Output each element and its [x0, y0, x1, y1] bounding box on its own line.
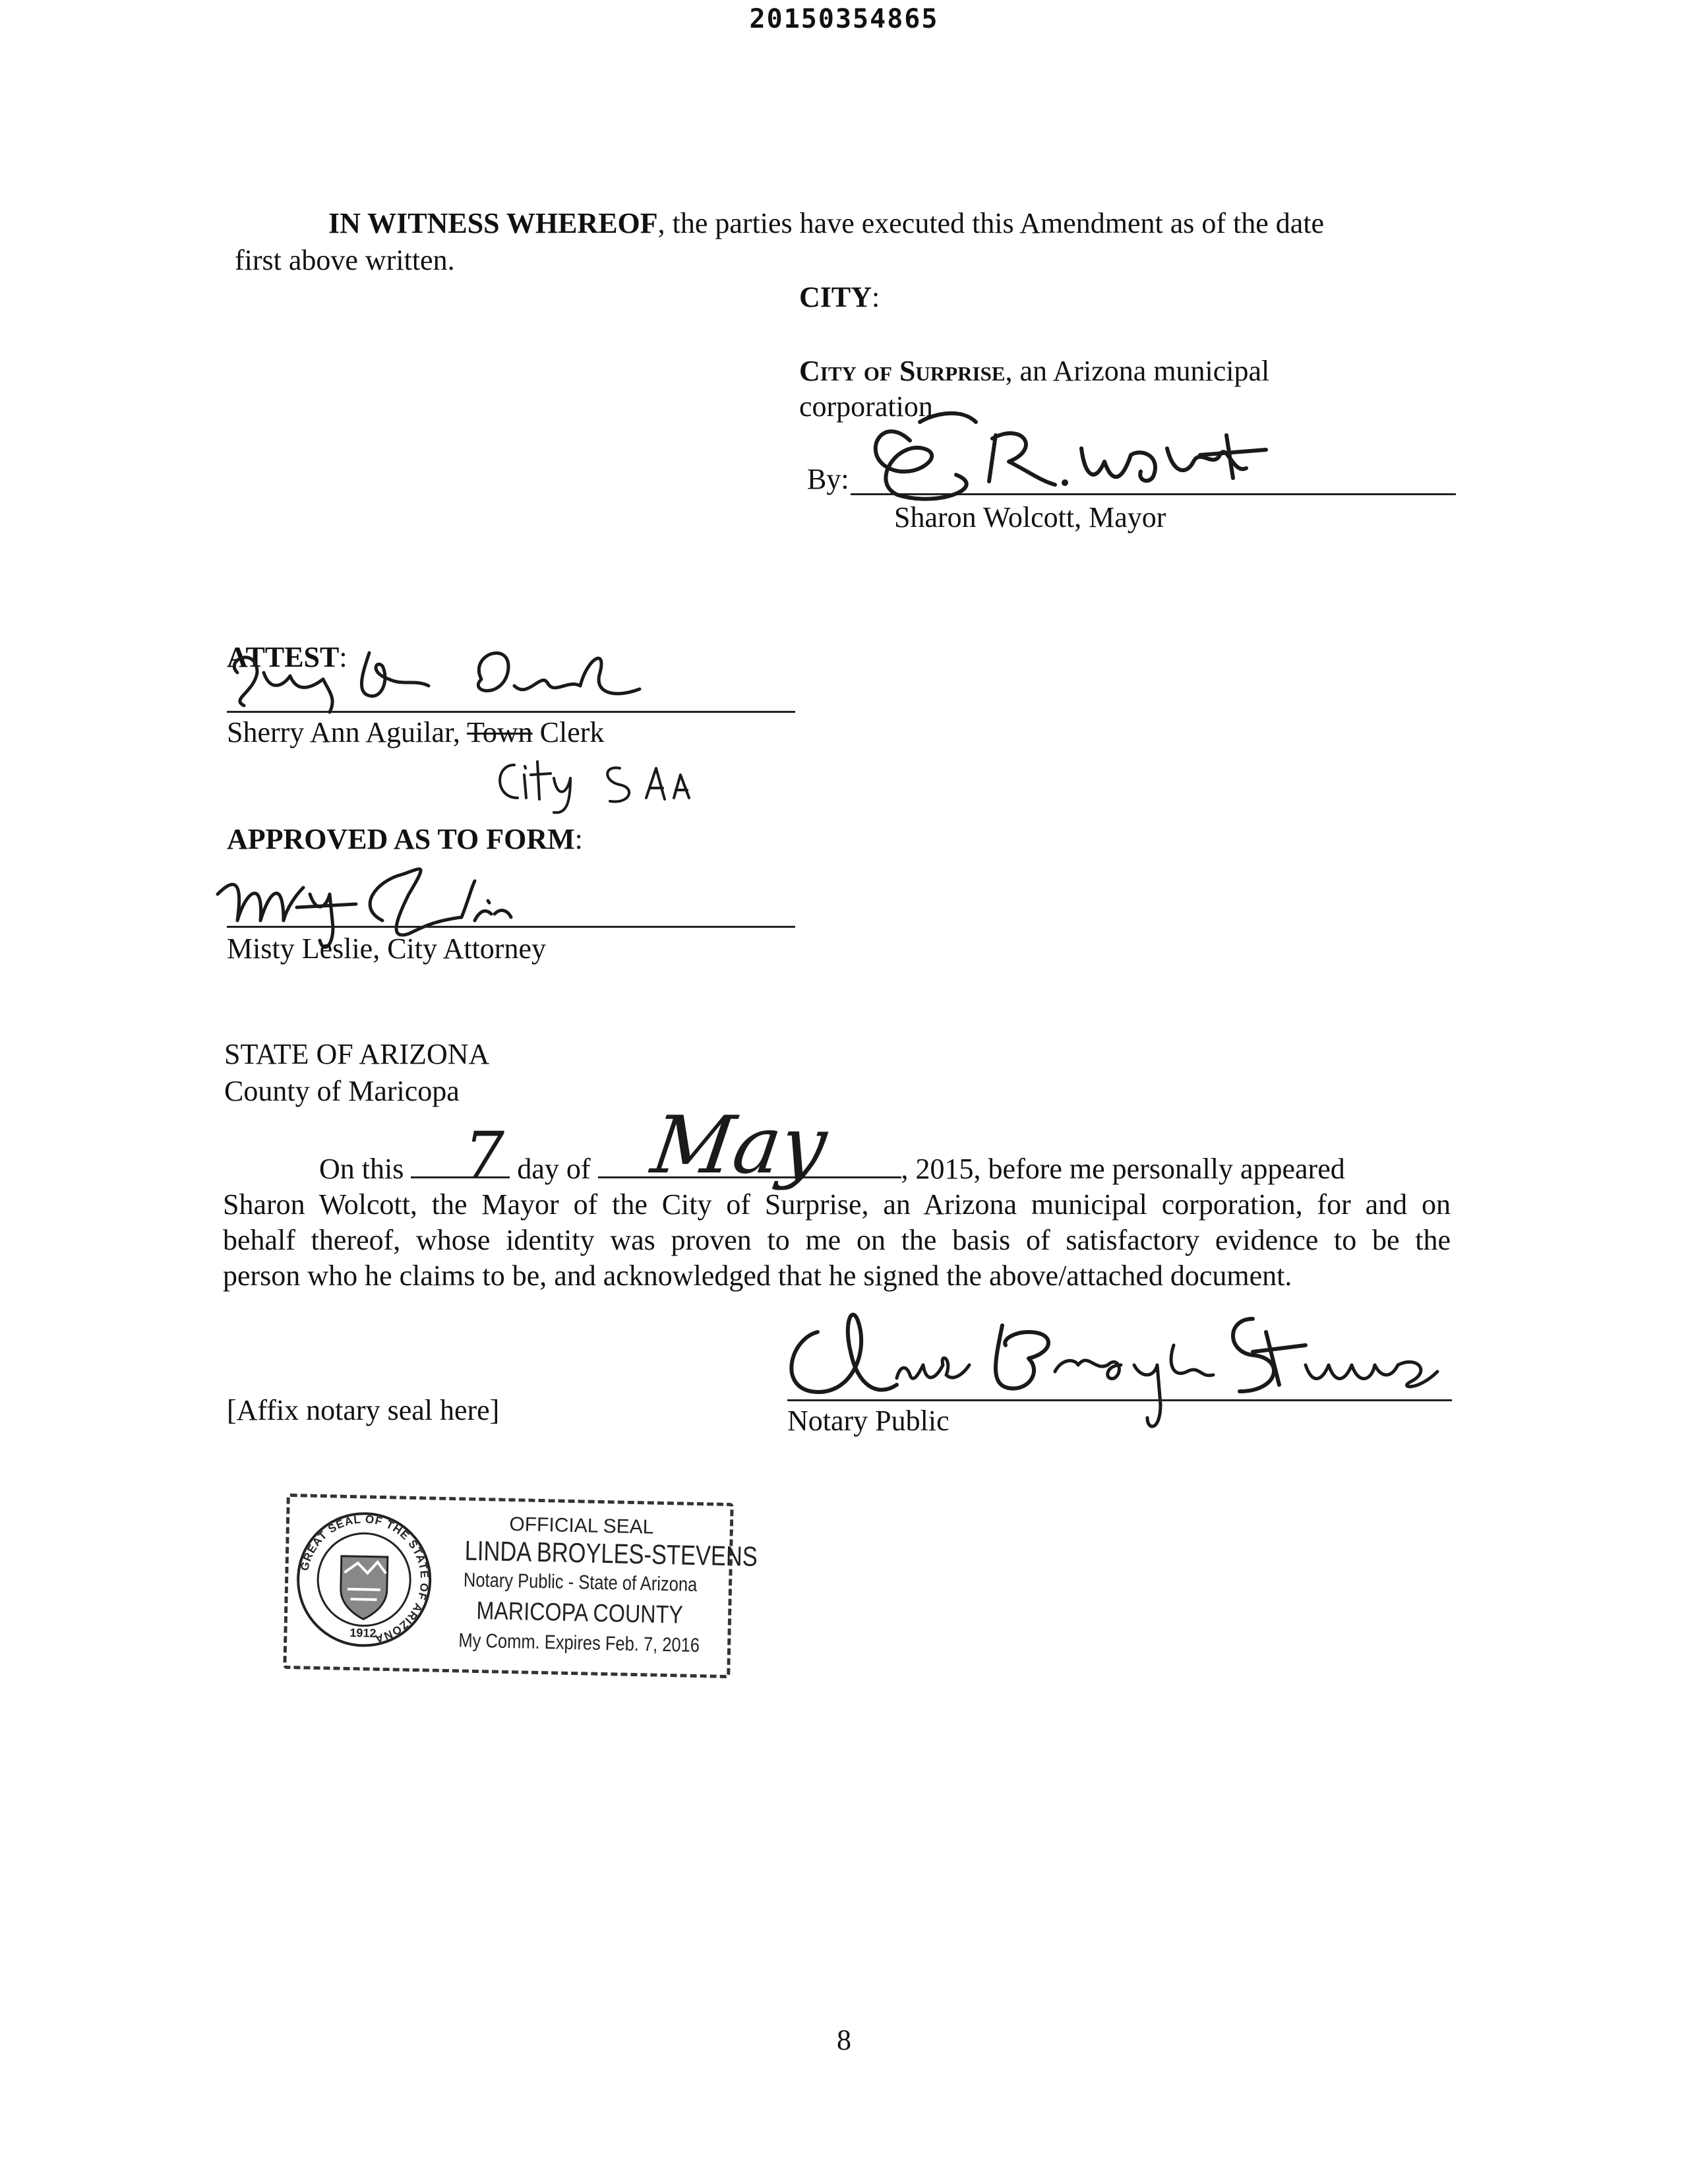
clerk-name-part2: Clerk — [532, 716, 605, 748]
mayor-signature — [857, 409, 1279, 514]
city-heading-text: CITY — [799, 281, 872, 313]
witness-lead: IN WITNESS WHEREOF — [328, 207, 658, 239]
by-label: By: — [807, 463, 849, 495]
witness-line-1 — [328, 206, 1324, 241]
clerk-name-part1: Sherry Ann Aguilar, — [227, 716, 467, 748]
handwritten-month: May — [646, 1100, 832, 1192]
seal-commission-expiry: My Comm. Expires Feb. 7, 2016 — [458, 1629, 700, 1657]
city-entity-desc: , an Arizona municipal — [1005, 355, 1270, 387]
city-entity-line-2: corporation — [799, 390, 933, 423]
para-day-of: day of — [517, 1153, 591, 1185]
attest-heading-colon: : — [339, 641, 347, 673]
city-entity-name: City of Surprise — [799, 355, 1006, 387]
city-heading — [799, 280, 880, 315]
notary-public-label: Notary Public — [787, 1405, 950, 1437]
witness-line-2: first above written. — [235, 244, 455, 276]
seal-county: MARICOPA COUNTY — [476, 1596, 684, 1629]
para-year-appeared: , 2015, before me personally appeared — [901, 1153, 1345, 1185]
para-on-this: On this — [319, 1153, 404, 1185]
clerk-struck-word: Town — [467, 716, 533, 748]
clerk-signature-line — [227, 711, 795, 713]
mayor-name: Sharon Wolcott, Mayor — [894, 501, 1166, 533]
seal-ring-text: GREAT SEAL OF THE STATE OF ARIZONA — [298, 1513, 431, 1645]
seal-year: 1912 — [349, 1625, 377, 1640]
seal-notary-name: LINDA BROYLES-STEVENS — [464, 1534, 758, 1572]
document-number: 20150354865 — [749, 4, 939, 34]
approved-heading-colon: : — [574, 823, 583, 855]
notary-para-line-2: Sharon Wolcott, the Mayor of the City of Surprise, an Arizona municipal corporation, for and on — [223, 1188, 1451, 1221]
city-entity-line — [799, 353, 1269, 389]
affix-seal-label: [Affix notary seal here] — [227, 1394, 500, 1426]
clerk-name — [227, 715, 604, 750]
state-label: STATE OF ARIZONA — [224, 1038, 490, 1070]
attorney-signature-line — [227, 926, 795, 928]
clerk-handwritten-note — [488, 752, 699, 818]
witness-rest: , the parties have executed this Amendment as of the date — [657, 207, 1325, 239]
approved-heading — [227, 822, 583, 857]
attorney-name: Misty Leslie, City Attorney — [227, 932, 546, 965]
seal-official-label: OFFICIAL SEAL — [509, 1513, 654, 1538]
city-heading-colon: : — [872, 281, 880, 313]
seal-notary-state: Notary Public - State of Arizona — [463, 1569, 698, 1596]
notary-seal-stamp — [283, 1494, 758, 1678]
handwritten-day: 7 — [464, 1118, 505, 1192]
notary-signature-line — [787, 1399, 1452, 1401]
county-label: County of Maricopa — [224, 1075, 460, 1107]
notary-para-line-3: behalf thereof, whose identity was proven to me on the basis of satisfactory evidence to be the — [223, 1224, 1451, 1256]
attest-heading-text: ATTEST — [227, 641, 340, 673]
arizona-state-seal-emblem — [293, 1509, 435, 1650]
page-number: 8 — [837, 2024, 851, 2056]
approved-heading-text: APPROVED AS TO FORM — [227, 823, 575, 855]
notary-para-line-4: person who he claims to be, and acknowledged that he signed the above/attached document. — [223, 1259, 1292, 1292]
